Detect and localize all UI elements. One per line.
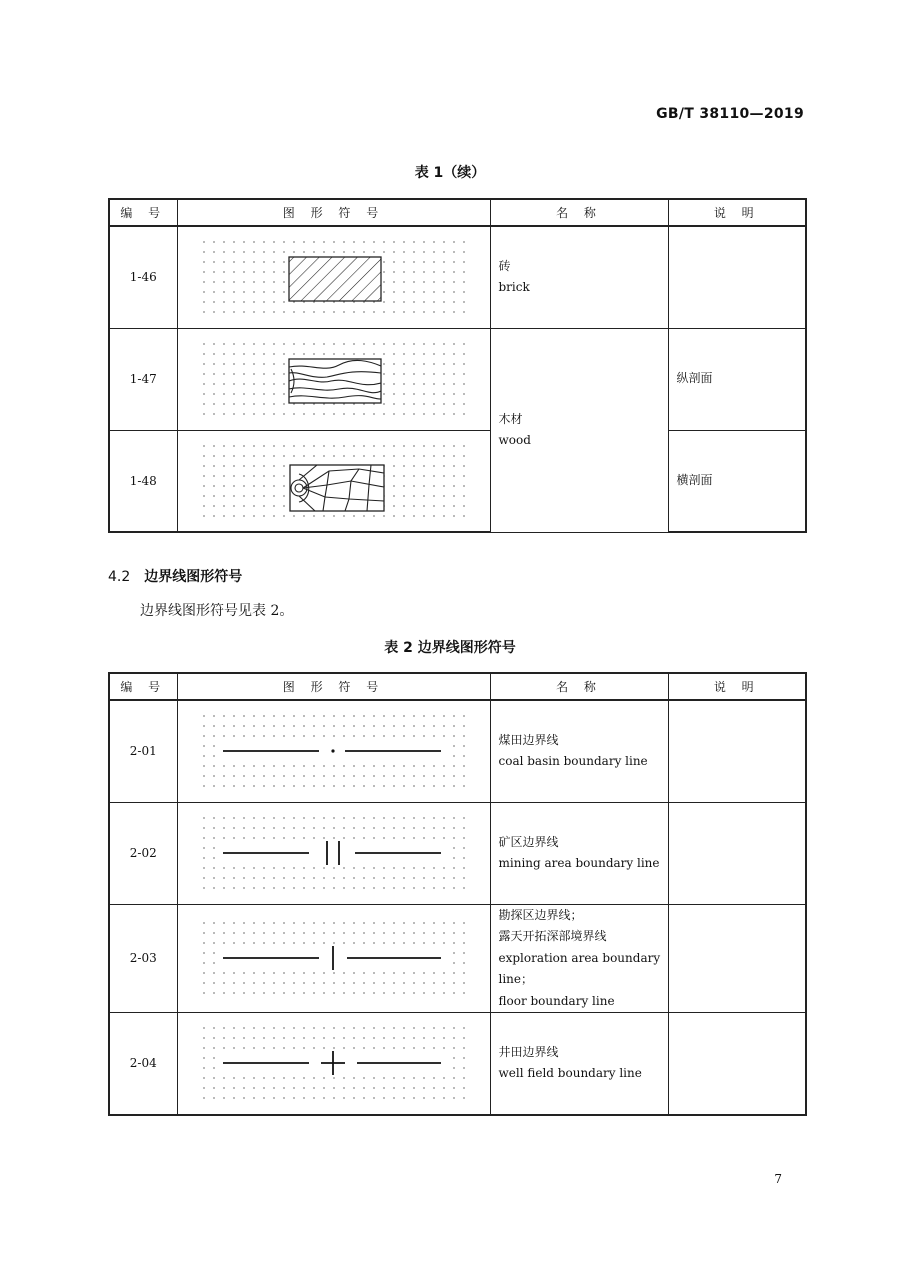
name-zh: 砖 xyxy=(498,258,511,273)
symbol-cell xyxy=(177,802,490,904)
table2 xyxy=(108,672,807,1116)
name-zh: 煤田边界线 xyxy=(498,732,559,747)
name-cell xyxy=(490,226,668,328)
mining-area-boundary-symbol xyxy=(199,813,469,893)
note-cell xyxy=(668,700,806,802)
wood-cross-section-symbol xyxy=(199,441,469,521)
header-name: 名 称 xyxy=(490,199,668,226)
section-text: 边界线图形符号见表 2。 xyxy=(140,603,294,619)
header-name: 名 称 xyxy=(490,673,668,700)
row-number: 1-47 xyxy=(109,328,177,430)
standard-code: GB/T 38110—2019 xyxy=(656,106,804,122)
header-number: 编 号 xyxy=(109,199,177,226)
merged-name-cell xyxy=(490,328,668,532)
wood-longitudinal-symbol xyxy=(199,339,469,419)
table2-caption: 表 2 边界线图形符号 xyxy=(384,640,516,656)
name-cell xyxy=(490,802,668,904)
note-cell xyxy=(668,904,806,1013)
table2-header-row xyxy=(109,673,806,700)
symbol-cell xyxy=(177,328,490,430)
section-title: 边界线图形符号 xyxy=(144,569,243,585)
symbol-cell xyxy=(177,904,490,1013)
brick-symbol xyxy=(199,237,469,317)
name-en-1: exploration area boundary xyxy=(498,950,661,965)
header-symbol: 图 形 符 号 xyxy=(177,673,490,700)
page-number: 7 xyxy=(774,1172,782,1186)
table-row xyxy=(109,700,806,802)
header-number: 编 号 xyxy=(109,673,177,700)
name-en-2: line； xyxy=(498,972,534,986)
name-en: mining area boundary line xyxy=(498,856,660,870)
well-field-boundary-symbol xyxy=(199,1023,469,1103)
name-zh-1: 勘探区边界线； xyxy=(498,907,583,922)
name-en: wood xyxy=(498,433,531,447)
name-zh: 井田边界线 xyxy=(498,1044,559,1059)
table-row xyxy=(109,1013,806,1115)
name-en: well field boundary line xyxy=(498,1066,642,1081)
table1 xyxy=(108,198,807,533)
header-symbol: 图 形 符 号 xyxy=(177,199,490,226)
row-number: 2-03 xyxy=(109,904,177,1013)
row-number: 1-46 xyxy=(109,226,177,328)
name-zh: 矿区边界线 xyxy=(498,834,559,849)
header-note: 说 明 xyxy=(668,199,806,226)
symbol-cell xyxy=(177,430,490,532)
row-number: 1-48 xyxy=(109,430,177,532)
name-cell xyxy=(490,904,668,1013)
note-cell: 纵剖面 xyxy=(668,328,806,430)
symbol-cell xyxy=(177,700,490,802)
table1-caption: 表 1（续） xyxy=(414,165,486,181)
name-cell xyxy=(490,1013,668,1115)
name-cell xyxy=(490,700,668,802)
name-en: brick xyxy=(498,280,530,295)
symbol-cell xyxy=(177,226,490,328)
row-number: 2-04 xyxy=(109,1013,177,1115)
symbol-cell xyxy=(177,1013,490,1115)
section-number: 4.2 xyxy=(108,569,131,585)
name-zh: 木材 xyxy=(498,411,523,426)
name-en-3: floor boundary line xyxy=(498,993,615,1008)
table1-header-row xyxy=(109,199,806,226)
coal-basin-boundary-symbol xyxy=(199,711,469,791)
section-heading xyxy=(108,566,242,586)
table-row xyxy=(109,328,806,430)
note-cell xyxy=(668,1013,806,1115)
table-row xyxy=(109,430,806,532)
note-cell: 横剖面 xyxy=(668,430,806,532)
exploration-area-boundary-symbol xyxy=(199,918,469,998)
table-row xyxy=(109,904,806,1013)
header-note: 说 明 xyxy=(668,673,806,700)
name-en: coal basin boundary line xyxy=(498,754,648,769)
note-cell xyxy=(668,226,806,328)
row-number: 2-02 xyxy=(109,802,177,904)
note-cell xyxy=(668,802,806,904)
table-row xyxy=(109,802,806,904)
name-zh-2: 露天开拓深部境界线 xyxy=(498,929,607,943)
table-row xyxy=(109,226,806,328)
row-number: 2-01 xyxy=(109,700,177,802)
